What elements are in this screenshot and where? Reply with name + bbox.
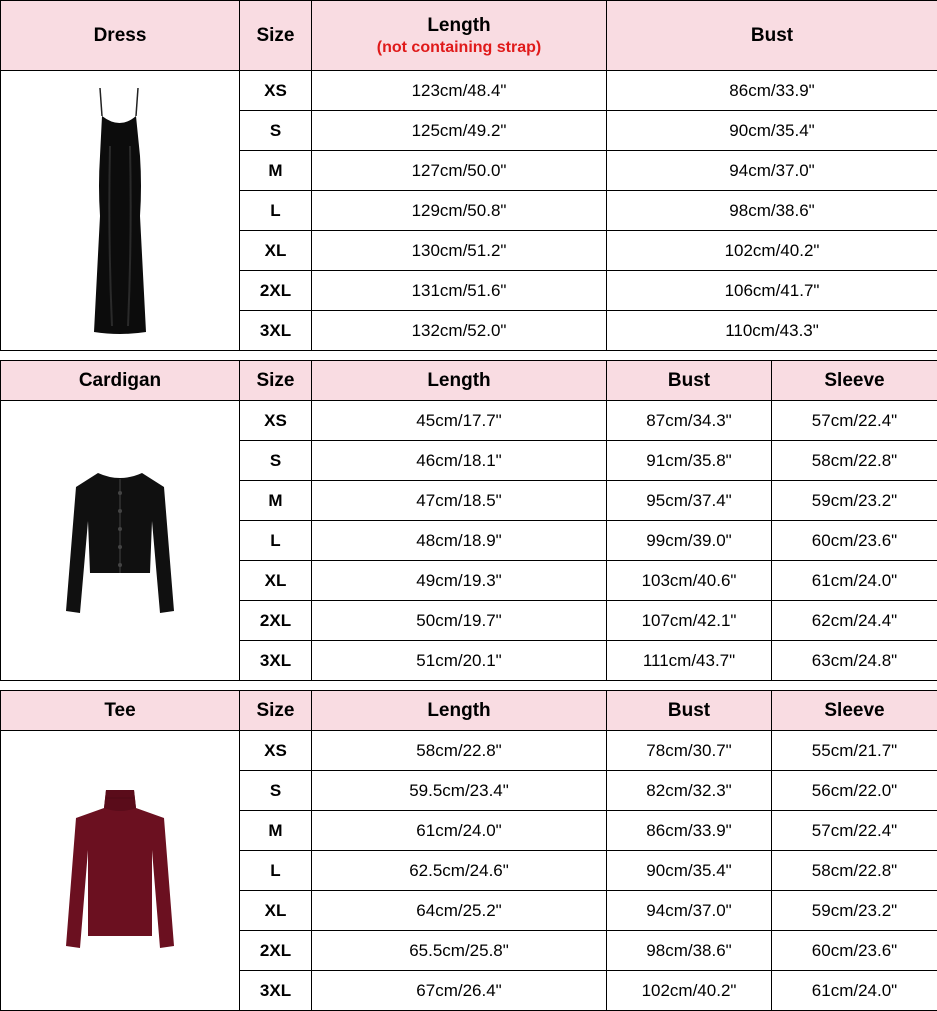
dress-header-length-label: Length xyxy=(427,14,491,36)
size-cell: S xyxy=(240,771,312,811)
cardigan-image-cell xyxy=(1,401,240,681)
bust-cell: 103cm/40.6" xyxy=(607,561,772,601)
sleeve-cell: 58cm/22.8" xyxy=(772,441,937,481)
cardigan-header-row xyxy=(1,361,937,401)
size-cell: 2XL xyxy=(240,271,312,311)
cardigan-header-length: Length xyxy=(312,361,607,401)
dress-table-body xyxy=(1,71,937,351)
table-row xyxy=(1,731,937,771)
bust-cell: 94cm/37.0" xyxy=(607,151,937,191)
bust-cell: 102cm/40.2" xyxy=(607,231,937,271)
size-cell: XS xyxy=(240,401,312,441)
length-cell: 123cm/48.4" xyxy=(312,71,607,111)
size-cell: 2XL xyxy=(240,931,312,971)
tee-header-length: Length xyxy=(312,691,607,731)
size-cell: 3XL xyxy=(240,971,312,1011)
tee-table-body xyxy=(1,731,937,1011)
size-cell: S xyxy=(240,111,312,151)
sleeve-cell: 57cm/22.4" xyxy=(772,811,937,851)
length-cell: 58cm/22.8" xyxy=(312,731,607,771)
sleeve-cell: 61cm/24.0" xyxy=(772,561,937,601)
cardigan-table-body xyxy=(1,401,937,681)
bust-cell: 78cm/30.7" xyxy=(607,731,772,771)
length-cell: 47cm/18.5" xyxy=(312,481,607,521)
length-cell: 50cm/19.7" xyxy=(312,601,607,641)
tee-header-sleeve: Sleeve xyxy=(772,691,937,731)
size-cell: 3XL xyxy=(240,641,312,681)
length-cell: 67cm/26.4" xyxy=(312,971,607,1011)
dress-header-row xyxy=(1,1,937,71)
sleeve-cell: 63cm/24.8" xyxy=(772,641,937,681)
cardigan-header-bust: Bust xyxy=(607,361,772,401)
sleeve-cell: 59cm/23.2" xyxy=(772,891,937,931)
length-cell: 48cm/18.9" xyxy=(312,521,607,561)
bust-cell: 90cm/35.4" xyxy=(607,851,772,891)
sleeve-cell: 59cm/23.2" xyxy=(772,481,937,521)
tee-header-bust: Bust xyxy=(607,691,772,731)
dress-header-length xyxy=(312,1,607,71)
cardigan-header-sleeve: Sleeve xyxy=(772,361,937,401)
dress-image xyxy=(80,86,160,336)
dress-header-item: Dress xyxy=(1,1,240,71)
cardigan-header-size: Size xyxy=(240,361,312,401)
tee-header-item: Tee xyxy=(1,691,240,731)
bust-cell: 110cm/43.3" xyxy=(607,311,937,351)
tee-size-table xyxy=(0,690,937,1011)
length-cell: 59.5cm/23.4" xyxy=(312,771,607,811)
section-divider xyxy=(0,680,937,681)
size-cell: M xyxy=(240,811,312,851)
size-cell: M xyxy=(240,151,312,191)
length-cell: 125cm/49.2" xyxy=(312,111,607,151)
cardigan-header-item: Cardigan xyxy=(1,361,240,401)
cardigan-size-table xyxy=(0,360,937,681)
table-row xyxy=(1,71,937,111)
length-cell: 132cm/52.0" xyxy=(312,311,607,351)
size-cell: S xyxy=(240,441,312,481)
sleeve-cell: 61cm/24.0" xyxy=(772,971,937,1011)
length-cell: 64cm/25.2" xyxy=(312,891,607,931)
table-row xyxy=(1,401,937,441)
size-cell: M xyxy=(240,481,312,521)
length-cell: 45cm/17.7" xyxy=(312,401,607,441)
bust-cell: 82cm/32.3" xyxy=(607,771,772,811)
length-cell: 49cm/19.3" xyxy=(312,561,607,601)
bust-cell: 86cm/33.9" xyxy=(607,71,937,111)
dress-header-size: Size xyxy=(240,1,312,71)
size-cell: XS xyxy=(240,71,312,111)
dress-size-table xyxy=(0,0,937,351)
dress-header-bust: Bust xyxy=(607,1,937,71)
bust-cell: 90cm/35.4" xyxy=(607,111,937,151)
bust-cell: 87cm/34.3" xyxy=(607,401,772,441)
length-cell: 62.5cm/24.6" xyxy=(312,851,607,891)
bust-cell: 91cm/35.8" xyxy=(607,441,772,481)
dress-length-note: (not containing strap) xyxy=(376,38,542,56)
tee-image-cell xyxy=(1,731,240,1011)
length-cell: 131cm/51.6" xyxy=(312,271,607,311)
tee-header-size: Size xyxy=(240,691,312,731)
sleeve-cell: 60cm/23.6" xyxy=(772,931,937,971)
size-cell: XL xyxy=(240,231,312,271)
cardigan-image xyxy=(60,461,180,621)
length-cell: 61cm/24.0" xyxy=(312,811,607,851)
length-cell: 51cm/20.1" xyxy=(312,641,607,681)
sleeve-cell: 58cm/22.8" xyxy=(772,851,937,891)
size-cell: L xyxy=(240,851,312,891)
length-cell: 127cm/50.0" xyxy=(312,151,607,191)
size-cell: XL xyxy=(240,561,312,601)
sleeve-cell: 60cm/23.6" xyxy=(772,521,937,561)
bust-cell: 94cm/37.0" xyxy=(607,891,772,931)
bust-cell: 95cm/37.4" xyxy=(607,481,772,521)
size-cell: 2XL xyxy=(240,601,312,641)
dress-image-cell xyxy=(1,71,240,351)
bust-cell: 111cm/43.7" xyxy=(607,641,772,681)
bust-cell: 107cm/42.1" xyxy=(607,601,772,641)
tee-image xyxy=(60,786,180,956)
bust-cell: 102cm/40.2" xyxy=(607,971,772,1011)
size-cell: L xyxy=(240,521,312,561)
length-cell: 65.5cm/25.8" xyxy=(312,931,607,971)
length-cell: 130cm/51.2" xyxy=(312,231,607,271)
tee-header-row xyxy=(1,691,937,731)
size-cell: L xyxy=(240,191,312,231)
sleeve-cell: 62cm/24.4" xyxy=(772,601,937,641)
size-cell: XS xyxy=(240,731,312,771)
bust-cell: 99cm/39.0" xyxy=(607,521,772,561)
bust-cell: 98cm/38.6" xyxy=(607,931,772,971)
sleeve-cell: 57cm/22.4" xyxy=(772,401,937,441)
bust-cell: 98cm/38.6" xyxy=(607,191,937,231)
bust-cell: 106cm/41.7" xyxy=(607,271,937,311)
length-cell: 46cm/18.1" xyxy=(312,441,607,481)
size-cell: 3XL xyxy=(240,311,312,351)
length-cell: 129cm/50.8" xyxy=(312,191,607,231)
size-cell: XL xyxy=(240,891,312,931)
bust-cell: 86cm/33.9" xyxy=(607,811,772,851)
section-divider xyxy=(0,350,937,351)
sleeve-cell: 55cm/21.7" xyxy=(772,731,937,771)
sleeve-cell: 56cm/22.0" xyxy=(772,771,937,811)
